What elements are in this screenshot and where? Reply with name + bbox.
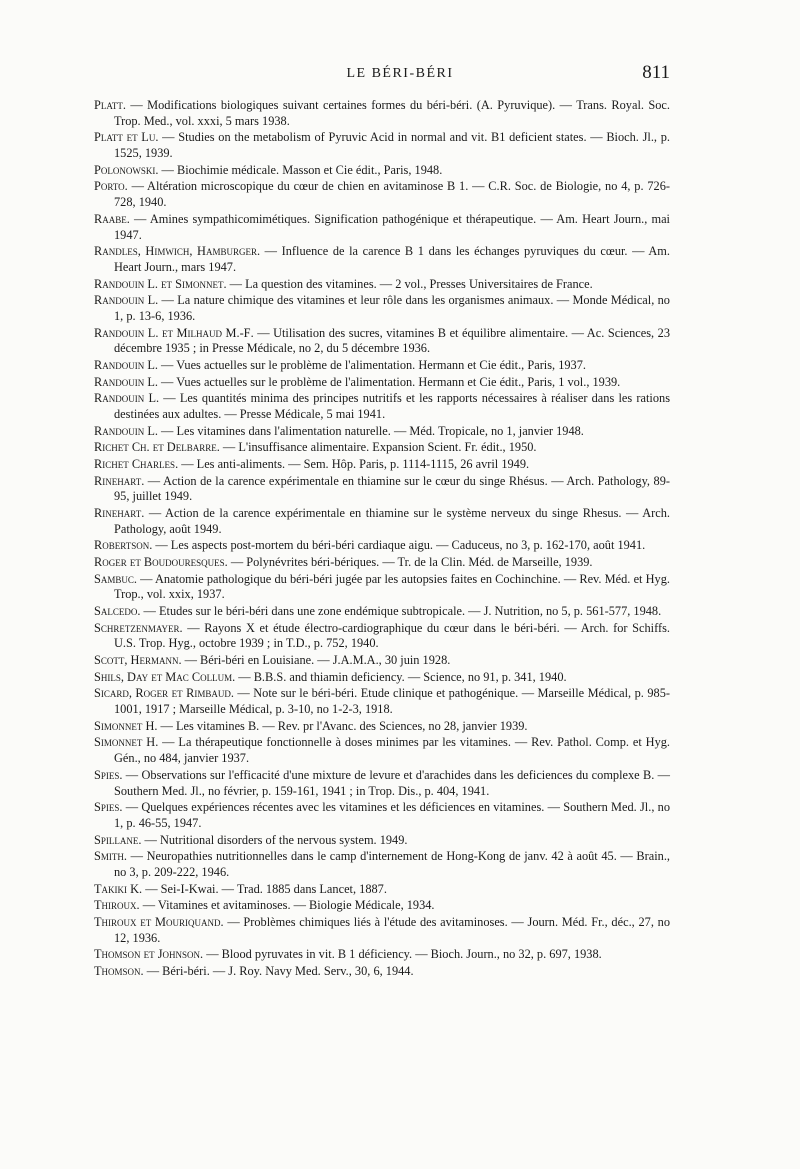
- reference-author: Spies: [94, 800, 120, 815]
- reference-author: Randouin L: [94, 391, 156, 406]
- reference-author: Sambuc: [94, 571, 134, 586]
- reference-text: . — Neuropathies nutritionnelles dans le camp d'internement de Hong-Kong de janv. 42 à août 45. — Brain., no 3, p. 209-222, 1946.: [114, 849, 670, 879]
- reference-entry: [94, 212, 670, 244]
- reference-text: . — Rayons X et étude électro-cardiographique du cœur dans le béri-béri. — Arch. for Schiffs. U.S. Trop. Hyg., octobre 1939 ; in T.D., p. 752, 1940.: [114, 620, 670, 651]
- reference-text: . — Sei-I-Kwai. — Trad. 1885 dans Lancet, 1887.: [139, 881, 387, 896]
- reference-author: Randouin L: [94, 374, 155, 389]
- reference-entry: [94, 621, 670, 653]
- reference-author: Thiroux: [94, 898, 137, 913]
- reference-text: . — Altération microscopique du cœur de chien en avitaminose B 1. — C.R. Soc. de Biologie, no 4, p. 726-728, 1940.: [114, 179, 670, 210]
- reference-entry: [94, 440, 670, 456]
- reference-entry: [94, 179, 670, 211]
- reference-entry: [94, 244, 670, 276]
- reference-text: . — B.B.S. and thiamin deficiency. — Science, no 91, p. 341, 1940.: [232, 669, 567, 684]
- reference-author: Randouin L: [94, 358, 155, 373]
- reference-author: Robertson: [94, 538, 150, 553]
- reference-text: . — Observations sur l'efficacité d'une mixture de levure et d'arachides dans les deficiences du complexe B. — Southern Med. Jl., no février, p. 159-161, 1941 ; in Trop. Dis., p. 404, 1941.: [114, 767, 670, 798]
- bibliography-list: [94, 98, 670, 981]
- reference-text: . — Modifications biologiques suivant certaines formes du béri-béri. (A. Pyruvique). — Trans. Royal. Soc. Trop. Med., vol. xxxi, 5 mars 1938.: [114, 98, 670, 128]
- reference-text: . — Polynévrites béri-bériques. — Tr. de la Clin. Méd. de Marseille, 1939.: [224, 555, 593, 570]
- reference-author: Schretzenmayer: [94, 620, 180, 635]
- reference-author: Scott, Hermann: [94, 653, 179, 668]
- reference-text: . — Vues actuelles sur le problème de l'alimentation. Hermann et Cie édit., Paris, 1 vol., 1939.: [154, 374, 621, 389]
- reference-author: Roger et Boudouresques: [94, 555, 225, 570]
- reference-text: . — Studies on the metabolism of Pyruvic Acid in normal and vit. B1 deficient states. — Bioch. Jl., p. 1525, 1939.: [114, 130, 670, 161]
- reference-text: . — Blood pyruvates in vit. B 1 déficiency. — Bioch. Journ., no 32, p. 697, 1938.: [200, 947, 602, 962]
- reference-author: Platt: [94, 98, 123, 112]
- running-title: LE BÉRI-BÉRI: [346, 66, 454, 81]
- reference-entry: [94, 768, 670, 800]
- reference-text: . — Béri-béri. — J. Roy. Navy Med. Serv., 30, 6, 1944.: [140, 963, 414, 978]
- reference-text: . — Vues actuelles sur le problème de l'alimentation. Hermann et Cie édit., Paris, 1937.: [154, 358, 586, 373]
- reference-entry: [94, 457, 670, 473]
- reference-entry: [94, 670, 670, 686]
- reference-text: . — Influence de la carence B 1 dans les échanges pyruviques du cœur. — Am. Heart Journ., mars 1947.: [114, 244, 670, 274]
- reference-author: Salcedo: [94, 604, 138, 619]
- reference-text: . — Nutritional disorders of the nervous system. 1949.: [138, 832, 408, 847]
- reference-author: Randles, Himwich, Hamburger: [94, 244, 257, 259]
- reference-entry: [94, 686, 670, 718]
- reference-entry: [94, 653, 670, 669]
- reference-entry: [94, 735, 670, 767]
- reference-author: Thomson et Johnson: [94, 947, 201, 962]
- reference-text: . — Utilisation des sucres, vitamines B et équilibre alimentaire. — Ac. Sciences, 23 décembre 1935 ; in Presse Médicale, no 2, du 5 décembre 1936.: [114, 325, 671, 356]
- reference-entry: [94, 506, 670, 538]
- reference-text: . — Note sur le béri-béri. Etude clinique et pathogénique. — Marseille Médical, p. 985-1001, 1917 ; Marseille Médical, p. 3-10, no 1-2-3, 1918.: [114, 686, 670, 717]
- running-head: [0, 62, 800, 86]
- reference-entry: [94, 882, 670, 898]
- reference-text: . — Béri-béri en Louisiane. — J.A.M.A., 30 juin 1928.: [178, 653, 451, 668]
- reference-entry: [94, 474, 670, 506]
- reference-entry: [94, 375, 670, 391]
- reference-entry: [94, 163, 670, 179]
- reference-entry: [94, 572, 670, 604]
- reference-author: Rinehart: [94, 473, 142, 488]
- reference-entry: [94, 604, 670, 620]
- reference-author: Simonnet H: [94, 735, 156, 750]
- reference-entry: [94, 358, 670, 374]
- reference-author: Thomson: [94, 963, 141, 978]
- reference-text: . — Les aspects post-mortem du béri-béri cardiaque aigu. — Caduceus, no 3, p. 162-170, août 1941.: [149, 538, 646, 553]
- reference-text: . — L'insuffisance alimentaire. Expansion Scient. Fr. édit., 1950.: [216, 440, 537, 455]
- reference-entry: [94, 293, 670, 325]
- reference-entry: [94, 898, 670, 914]
- reference-entry: [94, 326, 670, 358]
- reference-entry: [94, 833, 670, 849]
- reference-text: . — Biochimie médicale. Masson et Cie édit., Paris, 1948.: [155, 162, 443, 177]
- reference-author: Randouin L. et Milhaud M.-F: [94, 325, 251, 340]
- reference-text: . — La thérapeutique fonctionnelle à doses minimes par les vitamines. — Rev. Pathol. Comp. et Hyg. Gén., no 484, janvier 1937.: [114, 735, 671, 766]
- reference-entry: [94, 849, 670, 881]
- reference-text: . — Quelques expériences récentes avec les vitamines et les déficiences en vitamines. — Southern Med. Jl., no 1, p. 46-55, 1947.: [114, 800, 670, 830]
- reference-entry: [94, 555, 670, 571]
- reference-text: . — Les vitamines B. — Rev. pr l'Avanc. des Sciences, no 28, janvier 1939.: [154, 718, 528, 733]
- reference-entry: [94, 424, 670, 440]
- page-number: 811: [642, 62, 670, 83]
- reference-author: Takiki K: [94, 881, 140, 896]
- reference-entry: [94, 277, 670, 293]
- reference-author: Sicard, Roger et Rimbaud: [94, 686, 231, 701]
- reference-entry: [94, 719, 670, 735]
- reference-entry: [94, 915, 670, 947]
- reference-author: Randouin L: [94, 423, 155, 438]
- reference-author: Randouin L. et Simonnet: [94, 276, 224, 291]
- reference-author: Richet Ch. et Delbarre: [94, 440, 217, 455]
- reference-text: . — Action de la carence expérimentale en thiamine sur le cœur du singe Rhésus. — Arch. Pathology, 89-95, juillet 1949.: [114, 473, 670, 504]
- reference-text: . — Etudes sur le béri-béri dans une zone endémique subtropicale. — J. Nutrition, no 5, p. 561-577, 1948.: [137, 604, 662, 619]
- reference-author: Porto: [94, 179, 125, 194]
- reference-author: Shils, Day et Mac Collum: [94, 669, 233, 684]
- reference-text: . — Les anti-aliments. — Sem. Hôp. Paris, p. 1114-1115, 26 avril 1949.: [175, 456, 530, 471]
- reference-entry: [94, 98, 670, 130]
- reference-entry: [94, 800, 670, 832]
- reference-author: Spillane: [94, 832, 139, 847]
- reference-entry: [94, 538, 670, 554]
- reference-author: Thiroux et Mouriquand: [94, 914, 221, 929]
- reference-author: Randouin L: [94, 293, 156, 308]
- reference-author: Rinehart: [94, 506, 142, 520]
- reference-author: Richet Charles: [94, 456, 176, 471]
- reference-text: . — Amines sympathicomimétiques. Signification pathogénique et thérapeutique. — Am. Heart Journ., mai 1947.: [114, 211, 670, 242]
- reference-text: . — Les quantités minima des principes nutritifs et les rapports nécessaires à réaliser dans les rations destinées aux adultes. — Presse Médicale, 5 mai 1941.: [114, 391, 670, 422]
- reference-text: . — La question des vitamines. — 2 vol., Presses Universitaires de France.: [223, 276, 593, 291]
- reference-text: . — Action de la carence expérimentale en thiamine sur le système nerveux du singe Rhesus. — Arch. Pathology, août 1949.: [114, 506, 670, 536]
- reference-text: . — Vitamines et avitaminoses. — Biologie Médicale, 1934.: [136, 898, 435, 913]
- reference-entry: [94, 130, 670, 162]
- reference-entry: [94, 947, 670, 963]
- reference-author: Smith: [94, 849, 124, 864]
- reference-author: Polonowski: [94, 162, 156, 177]
- reference-author: Simonnet H: [94, 718, 155, 733]
- reference-text: . — La nature chimique des vitamines et leur rôle dans les organismes animaux. — Monde Médical, no 1, p. 13-6, 1936.: [114, 293, 670, 323]
- reference-author: Platt et Lu: [94, 130, 156, 145]
- reference-text: . — Problèmes chimiques liés à l'étude des avitaminoses. — Journ. Méd. Fr., déc., 27, no 12, 1936.: [114, 914, 670, 945]
- reference-author: Spies: [94, 767, 120, 782]
- reference-text: . — Anatomie pathologique du béri-béri jugée par les autopsies faites en Cochinchine. — Rev. Méd. et Hyg. Trop., vol. xxix, 1937.: [114, 571, 670, 602]
- reference-author: Raabe: [94, 211, 127, 226]
- reference-text: . — Les vitamines dans l'alimentation naturelle. — Méd. Tropicale, no 1, janvier 1948.: [154, 423, 584, 438]
- reference-entry: [94, 964, 670, 980]
- reference-entry: [94, 391, 670, 423]
